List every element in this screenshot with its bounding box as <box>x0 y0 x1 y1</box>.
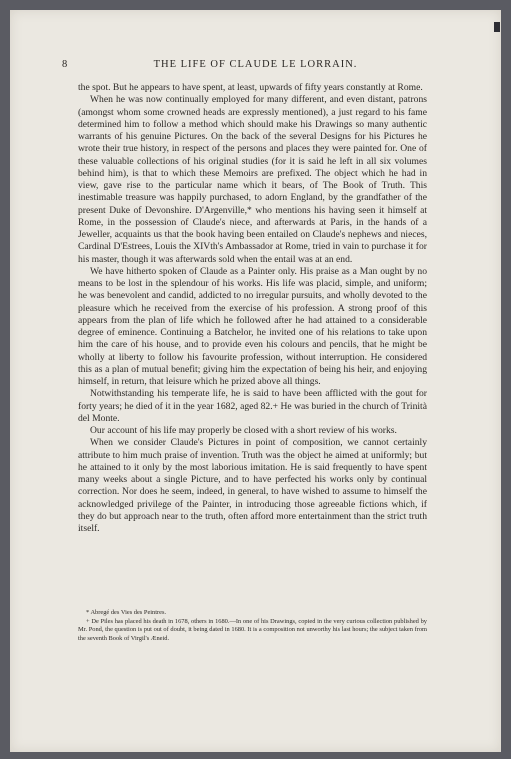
page-header <box>10 59 501 73</box>
paragraph: When we consider Claude's Pictures in point of composition, we cannot certainly attribute to him much praise of invention. Truth was the object he aimed at uniformly; but he attained to it only by the most laborious imitation. He is said frequently to have spent many weeks about a single Picture, and to have perfected his works only by continual correction. Nor does he seem, indeed, in general, to have wished to assume to himself the acknowledged privilege of the Painter, in introducing those agreeable fictions which, if they do but approach near to the truth, often afford more entertainment than the strict truth itself. <box>78 437 427 534</box>
footnote: * Abregé des Vies des Peintres. <box>86 609 167 616</box>
footnote: + De Piles has placed his death in 1678, others in 1680.—In one of his Drawings, copied in the very curious collection published by Mr. Pond, the question is put out of doubt, it being dated in 1680. It is a composition not unworthy his last hours; the subject taken from the seventh Book of Virgil's Æneid. <box>78 617 427 643</box>
paragraph: We have hitherto spoken of Claude as a Painter only. His praise as a Man ought by no means to be lost in the splendour of his works. His life was placid, simple, and uniform; he was benevolent and candid, addicted to no irregular pursuits, and wholly devoted to the pleasure which he received from the exercise of his profession. A strong proof of this appears from the plan of life which he followed after he had attained to a considerable degree of eminence. Continuing a Batchelor, he invited one of his relations to take upon him the care of his house, and to provide even his colours and pencils, that he might be wholly at liberty to follow his favourite profession, without interruption. He considered this as a plan of mutual benefit; giving him the expectation of being his heir, and enjoying himself, in return, that leisure which he prized above all things. <box>78 265 427 387</box>
paragraph: Our account of his life may properly be closed with a short review of his works. <box>90 425 397 436</box>
book-page <box>10 10 501 752</box>
binding-tab <box>494 22 500 32</box>
main-text <box>78 82 427 535</box>
running-title: THE LIFE OF CLAUDE LE LORRAIN. <box>153 59 358 70</box>
paragraph: the spot. But he appears to have spent, at least, upwards of fifty years constantly at Rome. <box>78 82 423 93</box>
page-number: 8 <box>62 59 68 70</box>
paragraph: Notwithstanding his temperate life, he is said to have been afflicted with the gout for forty years; he died of it in the year 1682, aged 82.+ He was buried in the church of Trinità del Monte. <box>78 388 427 424</box>
paragraph: When he was now continually employed for many different, and even distant, patrons (amongst whom some crowned heads are expressly mentioned), a just regard to his fame determined him to follow a method which should make his Drawings so many authentic warrants of his genuine Pictures. On the back of the several Designs for his Pictures he wrote their true history, in respect of the persons and places they were painted for. One of these valuable collections of his original studies (for it is said he left in all six volumes behind him), is that to which these Memoirs are prefixed. The object which he had in view, gave rise to the particular name which it bears, of The Book of Truth. This inestimable treasure was happily purchased, to adorn England, by the grandfather of the present Duke of Devonshire. D'Argenville,* who mentions his having seen it himself at Rome, in the possession of Claude's niece, and afterwards at Paris, in the hands of a Jeweller, acquaints us that the book having been entailed on Claude's nephews and nieces, Cardinal D'Estrees, Louis the XIVth's Ambassador at Rome, tried in vain to purchase it for his master, though it was afterwards sold when the entail was at an end. <box>78 94 427 265</box>
footnotes <box>78 609 427 644</box>
